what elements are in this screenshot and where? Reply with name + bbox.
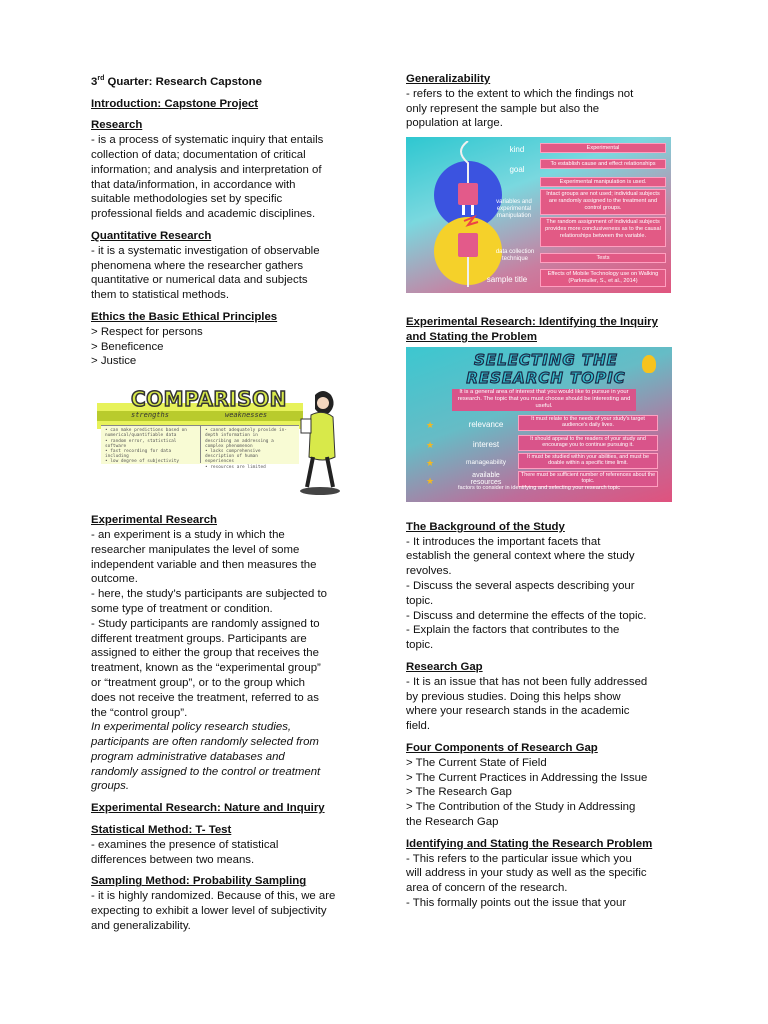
text-line: establish the general context where the study [406, 550, 635, 563]
text-line: - Explain the factors that contributes to the [406, 624, 620, 637]
strength-line: numerical/quantifiable data [105, 433, 177, 439]
nature-heading: Experimental Research: Nature and Inquiry [91, 802, 325, 815]
text-line: revolves. [406, 565, 452, 578]
italic-line: groups. [91, 780, 129, 793]
experimental-heading: Experimental Research [91, 514, 217, 527]
box-groups: Intact groups are not used; individual subjects are randomly assigned to the treatment and control groups. [540, 189, 666, 215]
ethics-item: > Justice [91, 355, 137, 368]
ethics-item: > Beneficence [91, 340, 164, 353]
quant-heading: Quantitative Research [91, 229, 212, 242]
weakness-line: describing an addressing a [205, 438, 274, 444]
weakness-line: experiences [205, 459, 235, 465]
text-line: - an experiment is a study in which the [91, 528, 285, 541]
four-components-heading: Four Components of Research Gap [406, 741, 598, 754]
selecting-topic-graphic [406, 347, 672, 502]
inquiry-heading: Experimental Research: Identifying the Inquiry and Stating the Problem [406, 316, 658, 343]
text-line: - It is an issue that has not been fully addressed [406, 675, 648, 688]
text-line: or “treatment group”, or to the group which [91, 676, 305, 689]
text-line: suitable methodologies set by specific [91, 193, 283, 206]
text-line: - it is a systematic investigation of observable [91, 244, 320, 257]
label-variables: variables and experimental manipulation [496, 199, 532, 220]
strength-line: software [105, 443, 127, 449]
box-manipulation: Experimental manipulation is used. [540, 177, 666, 187]
text-line: - This refers to the particular issue which you [406, 852, 632, 865]
ethics-section [91, 310, 361, 369]
factor-desc: It must relate to the needs of your study's target audience's daily lives. [518, 415, 658, 431]
strength-line: • can make predictions based on [105, 428, 187, 434]
box-random-assignment: The random assignment of individual subjects provides more conclusiveness as to the causal relationships between the variable. [540, 217, 666, 247]
quarter-suffix: rd [97, 75, 105, 82]
box-tests: Tests [540, 253, 666, 263]
text-line: independent variable and then measures the [91, 558, 317, 571]
weakness-line: complex phenomenon [205, 443, 253, 449]
star-icon: ★ [426, 439, 435, 450]
strength-line: • low degree of subjectivity [105, 459, 180, 465]
four-components-section [406, 741, 676, 830]
text-line: does not receive the treatment, referred to as [91, 691, 319, 704]
doc-title [91, 72, 361, 90]
sampling-section [91, 874, 361, 933]
factor-name: manageability [465, 458, 507, 466]
problem-section [406, 837, 676, 911]
generalizability-section [406, 72, 676, 131]
strength-line: including [105, 454, 129, 460]
label-sample-title: sample title [486, 275, 528, 285]
italic-line: participants are often randomly selected from [91, 736, 319, 749]
text-line: quantitative or numerical data and subjects [91, 274, 308, 287]
factor-desc: It must be studied within your abilities, and must be doable within a specific time limit. [518, 453, 658, 469]
label-kind: kind [509, 145, 525, 155]
text-line: expecting to exhibit a lower level of subjectivity [91, 905, 327, 918]
text-line: - here, the study’s participants are subjected to [91, 588, 327, 601]
strengths-label: strengths [131, 411, 169, 420]
text-line: - Discuss the several aspects describing your [406, 579, 635, 592]
background-section [406, 520, 676, 653]
selecting-title-2: RESEARCH TOPIC [466, 368, 626, 387]
quarter-title: Quarter: Research Capstone [104, 75, 262, 88]
selecting-title-1: SELECTING THE [474, 350, 618, 369]
stat-heading: Statistical Method: T- Test [91, 824, 232, 837]
italic-line: randomly assigned to the control or treatment [91, 765, 321, 778]
factor-row [418, 415, 662, 431]
component-item: > The Contribution of the Study in Addressing [406, 801, 636, 814]
ethics-heading: Ethics the Basic Ethical Principles [91, 310, 278, 323]
background-heading: The Background of the Study [406, 520, 565, 533]
text-line: - examines the presence of statistical [91, 838, 279, 851]
factor-desc: It should appeal to the readers of your study and encourage you to continue pursuing it. [518, 435, 658, 451]
weakness-line: depth information in [205, 433, 258, 439]
text-line: - Discuss and determine the effects of the topic. [406, 609, 647, 622]
italic-line: In experimental policy research studies, [91, 721, 292, 734]
text-line: will address in your study as well as the specific [406, 867, 647, 880]
text-line: by previous studies. Doing this helps show [406, 690, 621, 703]
box-kind: Experimental [540, 143, 666, 153]
factor-name: relevance [468, 419, 504, 429]
weakness-line: description of human [205, 454, 258, 460]
text-line: topic. [406, 639, 434, 652]
sampling-heading: Sampling Method: Probability Sampling [91, 875, 307, 888]
text-line: differences between two means. [91, 853, 255, 866]
research-section [91, 118, 361, 222]
strength-line: • fast recording for data [105, 448, 172, 454]
text-line: topic. [406, 594, 434, 607]
weaknesses-label: weaknesses [225, 411, 268, 420]
comparison-divider [200, 425, 201, 463]
research-gap-heading: Research Gap [406, 660, 483, 673]
component-item: > The Current State of Field [406, 756, 547, 769]
text-line: that data/information, in accordance with [91, 178, 296, 191]
text-line: - Study participants are randomly assigned to [91, 617, 320, 630]
text-line: area of concern of the research. [406, 882, 568, 895]
italic-line: program administrative databases and [91, 750, 285, 763]
research-gap-section [406, 660, 676, 734]
weakness-line: • resources are limited [205, 464, 266, 470]
component-item: > The Research Gap [406, 786, 512, 799]
text-line: them to statistical methods. [91, 289, 230, 302]
text-line: collection of data; documentation of critical [91, 148, 306, 161]
box-sample-title: Effects of Mobile Technology use on Walking (Parkmuller, S., et al., 2014) [540, 269, 666, 287]
text-line: and generalizability. [91, 919, 191, 932]
quant-section [91, 229, 361, 303]
research-heading: Research [91, 119, 143, 132]
component-item: the Research Gap [406, 815, 499, 828]
text-line: field. [406, 720, 431, 733]
strengths-list [105, 428, 187, 464]
text-line: - is a process of systematic inquiry that entails [91, 134, 324, 147]
text-line: - it is highly randomized. Because of this, we are [91, 890, 336, 903]
right-column [406, 72, 676, 918]
person-illustration [293, 385, 347, 497]
generalizability-heading: Generalizability [406, 73, 491, 85]
factor-name: available resources [470, 471, 502, 486]
text-line: phenomena where the researcher gathers [91, 259, 304, 272]
label-data-collection: data collection technique [495, 249, 535, 263]
text-line: only represent the sample but also the [406, 102, 600, 115]
text-line: where your research stands in the academic [406, 705, 630, 718]
text-line: treatment, known as the “experimental group” [91, 662, 321, 675]
text-line: - It introduces the important facets that [406, 535, 601, 548]
factor-row [418, 435, 662, 451]
label-goal: goal [509, 165, 525, 175]
text-line: - refers to the extent to which the findings not [406, 87, 634, 100]
left-column [91, 72, 361, 941]
text-line: some type of treatment or condition. [91, 602, 273, 615]
text-line: population at large. [406, 117, 503, 130]
text-line: researcher manipulates the level of some [91, 543, 300, 556]
intro-heading: Introduction: Capstone Project [91, 97, 259, 110]
plug-icon [446, 141, 490, 291]
comparison-graphic [97, 381, 347, 499]
comparison-title: COMPARISON [131, 387, 287, 412]
weakness-line: • cannot adequately provide in- [205, 428, 287, 434]
strength-line: • random error, statistical [105, 438, 177, 444]
text-line: - This formally points out the issue that your [406, 896, 627, 909]
text-line: the “control group”. [91, 706, 188, 719]
stat-section [91, 823, 361, 867]
component-item: > The Current Practices in Addressing the Issue [406, 771, 648, 784]
star-icon: ★ [426, 457, 435, 468]
text-line: professional fields and academic disciplines. [91, 208, 316, 221]
selecting-footer: factors to consider in identifying and selecting your research topic [458, 484, 620, 491]
ethics-item: > Respect for persons [91, 325, 203, 338]
experimental-summary-graphic [406, 137, 671, 293]
box-goal: To establish cause and effect relationships [540, 159, 666, 169]
quarter-number: 3 [91, 75, 98, 88]
factor-row [418, 453, 662, 469]
problem-heading: Identifying and Stating the Research Problem [406, 837, 653, 850]
topic-description: It is a general area of interest that you would like to pursue in your research. The topic that you must choose should be interesting and useful. [452, 389, 636, 411]
text-line: different treatment groups. Participants are [91, 632, 307, 645]
factor-desc: There must be sufficient number of references about the topic. [518, 471, 658, 487]
experimental-section [91, 513, 361, 794]
text-line: outcome. [91, 573, 138, 586]
star-icon: ★ [426, 475, 435, 486]
weakness-line: • lacks comprehensive [205, 448, 261, 454]
comparison-tabs [97, 411, 303, 421]
star-icon: ★ [426, 419, 435, 430]
factor-name: interest [472, 439, 500, 449]
weaknesses-list [205, 428, 287, 470]
text-line: assigned to either the group that receives the [91, 647, 319, 660]
lightbulb-icon [642, 355, 656, 373]
text-line: information; and analysis and interpretation of [91, 163, 322, 176]
